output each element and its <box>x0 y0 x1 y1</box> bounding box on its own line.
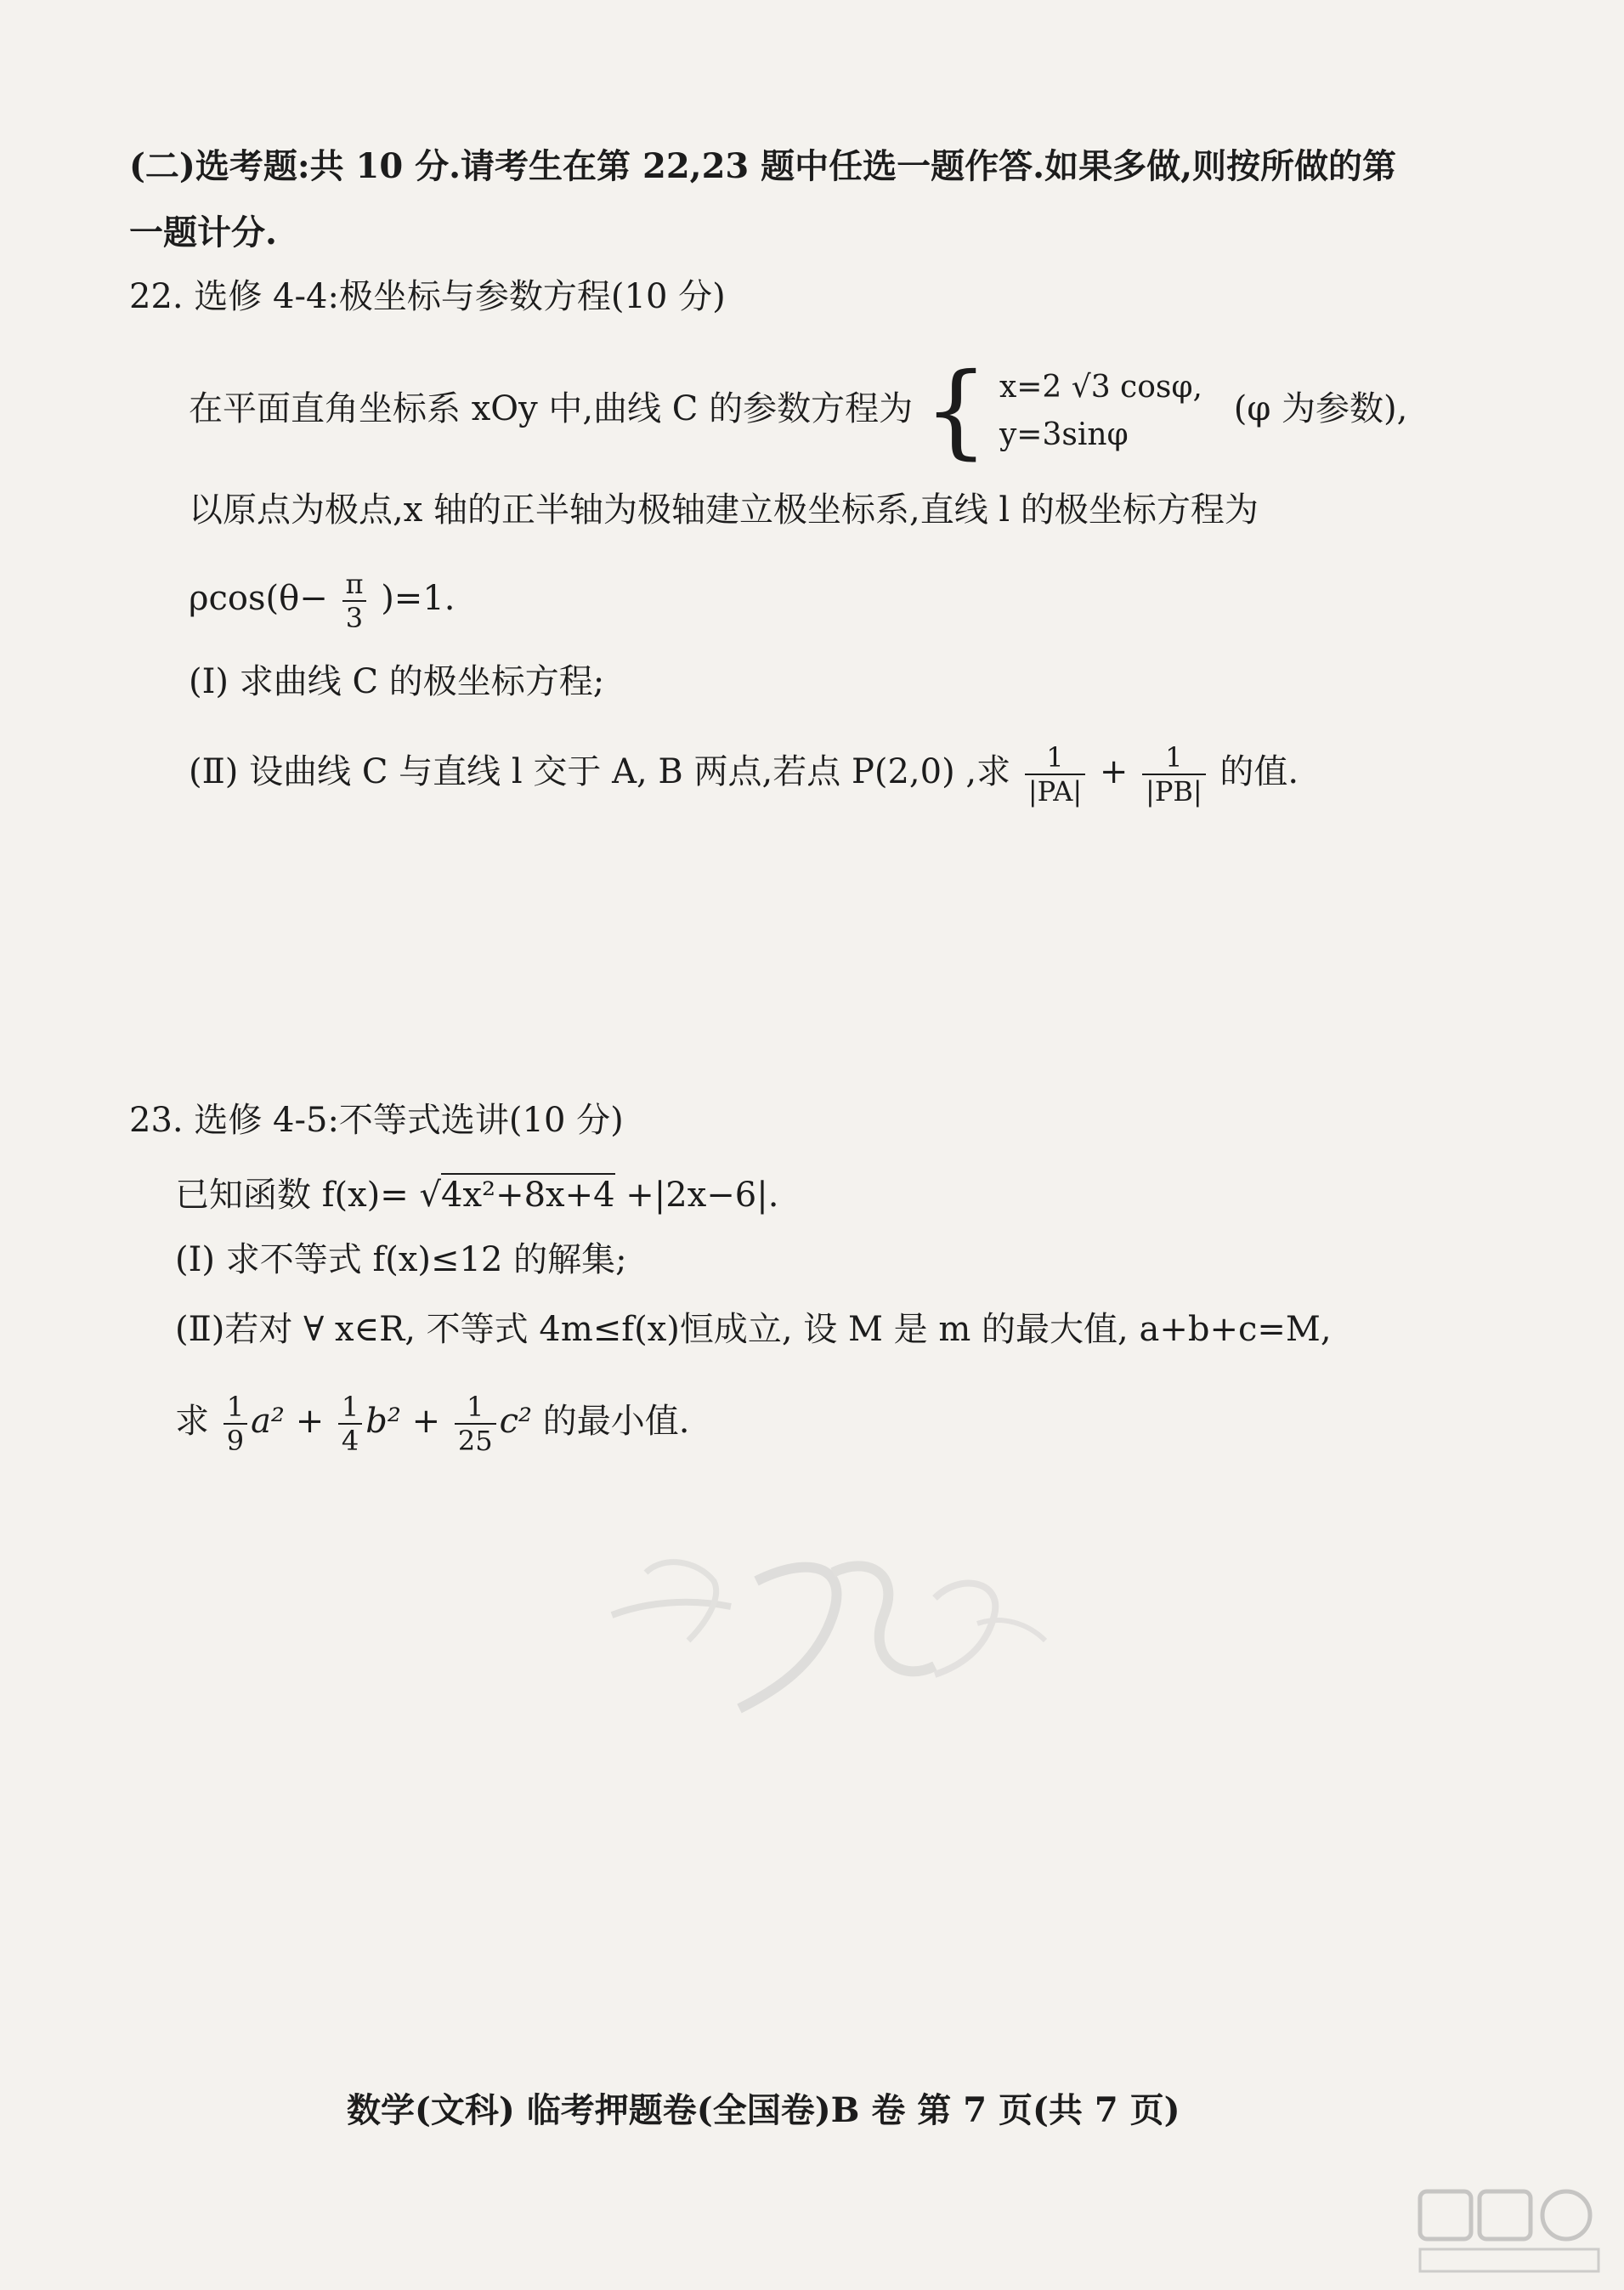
q22-plus: + <box>1099 752 1129 791</box>
watermark-logo <box>595 1522 1054 1743</box>
q23-frac-b-num: 1 <box>341 1391 359 1423</box>
q22-eq1: x=2 √3 cosφ, <box>999 370 1202 405</box>
q23-frac-c <box>455 1391 496 1457</box>
page-footer: 数学(文科) 临考押题卷(全国卷)B 卷 第 7 页(共 7 页) <box>347 2090 1180 2130</box>
q22-polar-post: )=1. <box>381 579 456 618</box>
q23-last-pre: 求 <box>175 1402 209 1441</box>
q23-sqrt-body: 4x²+8x+4 <box>441 1173 615 1215</box>
q23-var-b: b² <box>365 1402 401 1441</box>
q22-part2-post: 的值. <box>1219 752 1299 791</box>
q23-frac-b-den: 4 <box>338 1423 362 1457</box>
plus-sign: + <box>411 1402 441 1441</box>
q22-polar-frac-num: π <box>345 568 364 600</box>
q23-line1-post: +|2x−6|. <box>625 1176 779 1215</box>
q23-frac-b <box>338 1391 362 1457</box>
q22-frac-pa-den: |PA| <box>1025 774 1085 808</box>
q22-frac-pb <box>1142 741 1206 808</box>
q22-polar-frac-den: 3 <box>342 600 366 634</box>
q23-frac-c-den: 25 <box>455 1423 496 1457</box>
q22-eq2: y=3sinφ <box>999 417 1129 452</box>
section-header-line1: (二)选考题:共 10 分.请考生在第 22,23 题中任选一题作答.如果多做,则按所做的第 <box>129 146 1397 186</box>
q23-var-c: c² <box>499 1402 533 1441</box>
q22-param-system <box>999 364 1202 459</box>
q23-title: 23. 选修 4-5:不等式选讲(10 分) <box>129 1101 624 1140</box>
q22-frac-pb-num: 1 <box>1165 741 1183 774</box>
q22-polar-pre: ρcos(θ− <box>189 579 328 618</box>
q22-frac-pa-num: 1 <box>1046 741 1064 774</box>
q23-last-post: 的最小值. <box>542 1402 690 1441</box>
q22-polar-frac <box>342 568 366 634</box>
brace-symbol: { <box>923 352 989 470</box>
q23-frac-a-num: 1 <box>226 1391 245 1423</box>
section-header-line2: 一题计分. <box>129 213 277 252</box>
q22-frac-pb-den: |PB| <box>1142 774 1206 808</box>
q22-part2 <box>189 741 1299 808</box>
q23-line1-pre: 已知函数 f(x)= <box>175 1176 409 1215</box>
q23-var-a: a² <box>251 1402 285 1441</box>
q22-param-line <box>189 352 1408 470</box>
q22-text2: 以原点为极点,x 轴的正半轴为极轴建立极坐标系,直线 l 的极坐标方程为 <box>189 490 1259 530</box>
q22-text1-pre: 在平面直角坐标系 xOy 中,曲线 C 的参数方程为 <box>189 389 914 428</box>
q22-part2-pre: (Ⅱ) 设曲线 C 与直线 l 交于 A, B 两点,若点 P(2,0) ,求 <box>189 752 1011 791</box>
q23-last-line <box>175 1391 689 1457</box>
q23-part1: (Ⅰ) 求不等式 f(x)≤12 的解集; <box>175 1240 627 1279</box>
q22-polar-eq <box>189 568 456 634</box>
corner-watermark-logo <box>1412 2185 1607 2278</box>
plus-sign: + <box>295 1402 325 1441</box>
q23-frac-c-num: 1 <box>467 1391 484 1423</box>
q23-part2: (Ⅱ)若对 ∀ x∈R, 不等式 4m≤f(x)恒成立, 设 M 是 m 的最大值, a+b+c=M, <box>175 1310 1332 1349</box>
q22-frac-pa <box>1025 741 1085 808</box>
q22-part1: (Ⅰ) 求曲线 C 的极坐标方程; <box>189 662 605 701</box>
q23-frac-a <box>224 1391 247 1457</box>
sqrt-symbol: √ <box>419 1176 442 1215</box>
q23-frac-a-den: 9 <box>224 1423 247 1457</box>
q22-title: 22. 选修 4-4:极坐标与参数方程(10 分) <box>129 277 726 316</box>
q22-text1-post: (φ 为参数), <box>1233 389 1408 428</box>
q23-function <box>175 1173 778 1217</box>
